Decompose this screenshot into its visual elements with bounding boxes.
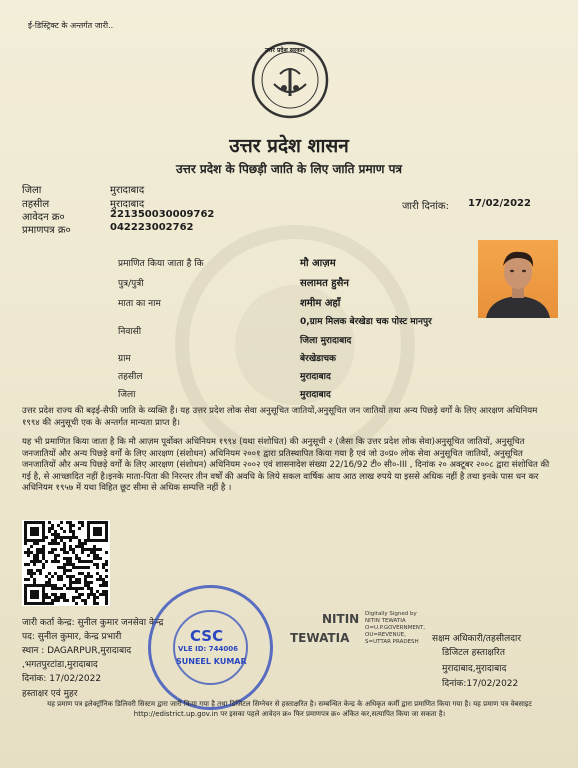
field-value: सलामत हुसैन bbox=[300, 278, 349, 289]
authority-title: सक्षम अधिकारी/तहसीलदार bbox=[432, 634, 522, 644]
issuer-location: स्थान : DAGARPUR,मुरादाबाद bbox=[22, 646, 132, 656]
field-value: मुरादाबाद bbox=[300, 390, 331, 400]
stamp-logo: CSC bbox=[190, 627, 224, 645]
field-value: जिला मुरादाबाद bbox=[300, 336, 352, 346]
field-value: शमीम अहाँ bbox=[300, 298, 341, 309]
field-label: निवासी bbox=[118, 327, 142, 337]
certificate-value: 042223002762 bbox=[110, 222, 194, 233]
authority-location: मुरादाबाद,मुरादाबाद bbox=[442, 664, 507, 674]
issuer-designation: पद: सुनील कुमार, केन्द्र प्रभारी bbox=[22, 632, 122, 642]
header-note: ई-डिस्ट्रिक्ट के अन्तर्गत जारी.. bbox=[28, 21, 114, 30]
issuer-signature-label: हस्ताक्षर एवं मुहर bbox=[22, 689, 78, 699]
signer-name-last: TEWATIA bbox=[290, 631, 350, 645]
emblem-text: उत्तर प्रदेश सरकार bbox=[265, 47, 305, 54]
application-value: 221350030009762 bbox=[110, 209, 215, 220]
field-label: माता का नाम bbox=[118, 299, 161, 309]
signer-name-first: NITIN bbox=[322, 612, 360, 626]
issuer-date: दिनांक: 17/02/2022 bbox=[22, 674, 102, 684]
district-label: जिला bbox=[22, 185, 42, 196]
field-value: बेरखेडाचक bbox=[300, 354, 336, 364]
authority-date: दिनांक:17/02/2022 bbox=[442, 679, 519, 689]
field-label: ग्राम bbox=[118, 354, 131, 364]
applicant-photo bbox=[478, 240, 558, 318]
qr-code bbox=[22, 520, 110, 606]
page-subtitle: उत्तर प्रदेश के पिछड़ी जाति के लिए जाति प्रमाण पत्र bbox=[175, 162, 403, 176]
field-value: मौ आज़म bbox=[300, 258, 336, 269]
issuer-center: जारी कर्ता केन्द्र: सुनील कुमार जनसेवा केन्द्र bbox=[22, 618, 164, 628]
caste-paragraph: उत्तर प्रदेश राज्य की बढ़ई-सैफी जाति के व्यक्ति हैं। यह उत्तर प्रदेश लोक सेवा अनुसूचित जातियों,अनुसूचित जन जातियों तथा अन्य पिछड़े वर्गों के लिए आरक्षण अधिनियम १९९४ की अनुसूची एक के अन्तर्गत मान्यता प्राप्त है। bbox=[22, 406, 538, 428]
field-value: 0,ग्राम मिलक बेरखेडा चक पोस्ट मानपुर bbox=[300, 317, 432, 327]
tehsil-label: तहसील bbox=[22, 199, 50, 210]
stamp-name: SUNEEL KUMAR bbox=[176, 657, 247, 666]
footer-note: यह प्रमाण पत्र इलेक्ट्रॉनिक डिलिवरी सिस्टम द्वारा जारी किया गया है तथा डिजिटल सिग्नेचर से हस्ताक्षरित है। सम्बन्धित केन्द्र के अधिकृत कर्मी द्वारा प्रमाणित किया गया है। यह प्रमाण पत्र वेबसाइट http://edistrict.up.gov.in पर इसका पहले आवेदन क्र० फिर प्रमाणपत्र क्र० अंकित कर,सत्यापित किया जा सकता है। bbox=[47, 700, 532, 718]
certification-paragraph: यह भी प्रमाणित किया जाता है कि मौ आज़म पूर्वोक्त अधिनियम १९९४ (यथा संशोधित) की अनुसूची २ (जैसा कि उत्तर प्रदेश लोक सेवा)अनुसूचित जातियों, अनुसूचित जनजातियों और अन्य पिछड़े वर्गों के लिए आरक्षण (संशोधन) अधिनियम २००१ द्वारा प्रतिस्थापित किया गया है एवं जो उ०प्र० लोक सेवा अनुसूचित जातियों, अनुसूचित जनजातियों और अन्य पिछड़े वर्गों के लिए आरक्षण (संशोधन) अधिनियम २००२ एवं शासनादेश संख्या 22/16/92 टी० सी०-III , दिनांक २० अक्टूबर २००८ द्वारा संशोधित की गई है, से आच्छादित नहीं है।इनके माता-पिता की निरन्तर तीन वर्षों की अवधि के लिये सकल वार्षिक आय आठ लाख रुपये या इससे अधिक नहीं है तथा इनके पास धन कर अधिनियम १९५७ में यथा विहित छूट सीमा से अधिक सम्पत्ति नहीं है । bbox=[22, 437, 550, 493]
application-label: आवेदन क्र० bbox=[22, 212, 65, 223]
district-value: मुरादाबाद bbox=[110, 185, 145, 196]
digital-signature-details: Digitally Signed by NITIN TEWATIA O=U.P.GOVERNMENT, OU=REVENUE, S=UTTAR PRADESH bbox=[365, 611, 426, 645]
page-title: उत्तर प्रदेश शासन bbox=[229, 135, 349, 157]
stamp-id: VLE ID: 744006 bbox=[178, 645, 238, 653]
field-value: मुरादाबाद bbox=[300, 372, 331, 382]
authority-signed: डिजिटल हस्ताक्षरित bbox=[442, 648, 505, 658]
issue-date-label: जारी दिनांक: bbox=[402, 201, 449, 212]
certificate-label: प्रमाणपत्र क्र० bbox=[22, 225, 71, 236]
field-label: तहसील bbox=[118, 372, 143, 382]
issue-date-value: 17/02/2022 bbox=[468, 198, 531, 209]
tehsil-value: मुरादाबाद bbox=[110, 199, 145, 210]
field-label: प्रमाणित किया जाता है कि bbox=[118, 259, 204, 269]
field-label: जिला bbox=[118, 390, 136, 400]
field-label: पुत्र/पुत्री bbox=[118, 279, 144, 289]
issuer-address: ,भगतपुरटांडा,मुरादाबाद bbox=[22, 660, 98, 670]
